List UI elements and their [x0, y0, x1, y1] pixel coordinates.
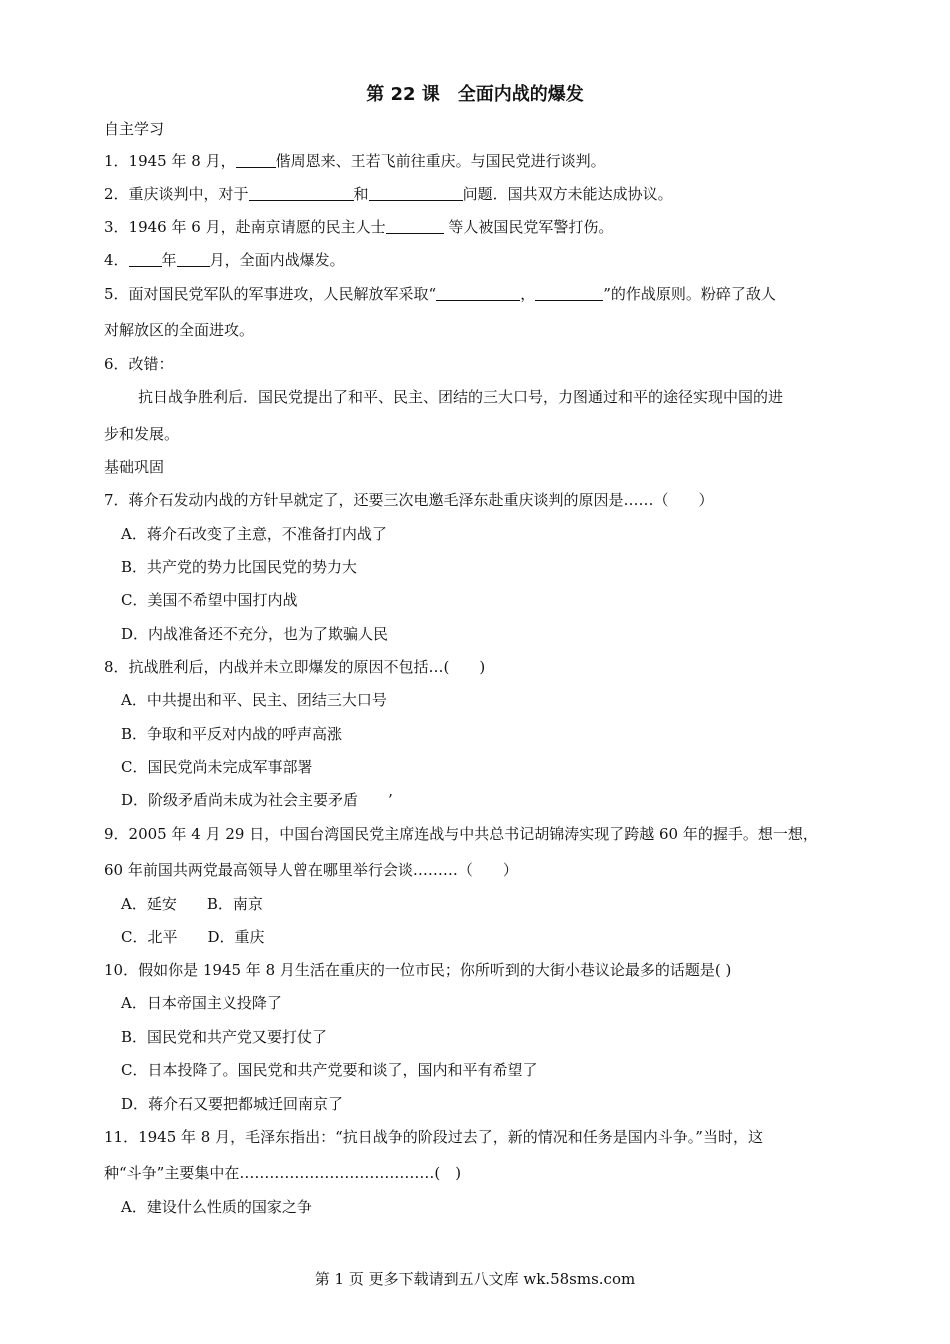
question-7-option-c: C．美国不希望中国打内战 [121, 591, 298, 609]
question-11-line-1: 11．1945 年 8 月，毛泽东指出：“抗日战争的阶段过去了，新的情况和任务是国内斗争。”当时，这 [104, 1128, 763, 1146]
question-2-text-b: 和 [353, 185, 369, 203]
answer-blank [177, 251, 210, 267]
question-5-text-a: 5．面对国民党军队的军事进攻，人民解放军采取“ [104, 285, 437, 303]
question-5-line-2: 对解放区的全面进攻。 [104, 321, 255, 339]
question-3 [104, 217, 613, 237]
question-10-option-a: A．日本帝国主义投降了 [121, 994, 282, 1012]
question-2-text-c: 问题．国共双方未能达成协议。 [462, 185, 673, 203]
question-8-option-c: C．国民党尚未完成军事部署 [121, 758, 313, 776]
question-11-option-a: A．建设什么性质的国家之争 [121, 1198, 312, 1216]
question-4-text-a: 4． [104, 251, 129, 269]
question-11-line-2: 种“斗争”主要集中在…………………………………( ) [104, 1164, 462, 1182]
question-10-stem: 10．假如你是 1945 年 8 月生活在重庆的一位市民；你所听到的大街小巷议论最多的话题是( ) [104, 961, 732, 979]
answer-blank [249, 185, 354, 201]
page-footer: 第 1 页 更多下载请到五八文库 wk.58sms.com [314, 1270, 636, 1288]
question-3-text-b: 等人被国民党军警打伤。 [443, 218, 614, 236]
question-1-text-a: 1．1945 年 8 月， [104, 152, 236, 170]
question-4-text-b: 年 [161, 251, 177, 269]
question-10-option-d: D．蒋介石又要把都城迁回南京了 [121, 1095, 344, 1113]
answer-blank [369, 185, 463, 201]
question-9-options-row-2: C．北平 D．重庆 [121, 928, 265, 946]
answer-blank [236, 152, 276, 168]
question-10-option-b: B．国民党和共产党又要打仗了 [121, 1028, 328, 1046]
question-2 [104, 184, 673, 204]
question-6-line-1: 抗日战争胜利后．国民党提出了和平、民主、团结的三大口号，力图通过和平的途径实现中国的进 [138, 388, 784, 406]
question-8-option-d: D．阶级矛盾尚未成为社会主要矛盾 ’ [121, 791, 393, 809]
question-10-option-c: C．日本投降了。国民党和共产党要和谈了，国内和平有希望了 [121, 1061, 538, 1079]
question-9-options-row-1: A．延安 B．南京 [121, 895, 263, 913]
question-4-text-c: 月，全面内战爆发。 [209, 251, 345, 269]
question-8-option-b: B．争取和平反对内战的呼声高涨 [121, 725, 343, 743]
question-6-label: 6．改错： [104, 355, 174, 373]
section-heading-self-study: 自主学习 [104, 120, 165, 138]
question-8-option-a: A．中共提出和平、民主、团结三大口号 [121, 691, 387, 709]
question-7-stem: 7．蒋介石发动内战的方针早就定了，还要三次电邀毛泽东赴重庆谈判的原因是……（ ） [104, 491, 714, 509]
question-1 [104, 151, 606, 171]
question-9-line-2: 60 年前国共两党最高领导人曾在哪里举行会谈………（ ） [104, 861, 518, 879]
question-5-text-b: ， [520, 285, 536, 303]
answer-blank [535, 285, 603, 301]
question-5-text-c: ”的作战原则。粉碎了敌人 [603, 285, 776, 303]
answer-blank [386, 218, 444, 234]
answer-blank [436, 285, 520, 301]
question-8-stem: 8．抗战胜利后，内战并未立即爆发的原因不包括…( ) [104, 658, 486, 676]
question-4 [104, 250, 345, 270]
question-2-text-a: 2．重庆谈判中，对于 [104, 185, 249, 203]
question-7-option-b: B．共产党的势力比国民党的势力大 [121, 558, 358, 576]
question-6-line-2: 步和发展。 [104, 425, 180, 443]
question-7-option-d: D．内战准备还不充分，也为了欺骗人民 [121, 625, 389, 643]
question-7-option-a: A．蒋介石改变了主意，不准备打内战了 [121, 525, 387, 543]
answer-blank [129, 251, 162, 267]
question-5 [104, 284, 776, 304]
question-9-line-1: 9．2005 年 4 月 29 日，中国台湾国民党主席连战与中共总书记胡锦涛实现了跨越 60 年的握手。想一想， [104, 825, 818, 843]
question-1-text-b: 偕周恩来、王若飞前往重庆。与国民党进行谈判。 [275, 152, 606, 170]
section-heading-basics: 基础巩固 [104, 458, 165, 476]
question-3-text-a: 3．1946 年 6 月，赴南京请愿的民主人士 [104, 218, 386, 236]
lesson-title: 第 22 课 全面内战的爆发 [366, 84, 584, 105]
